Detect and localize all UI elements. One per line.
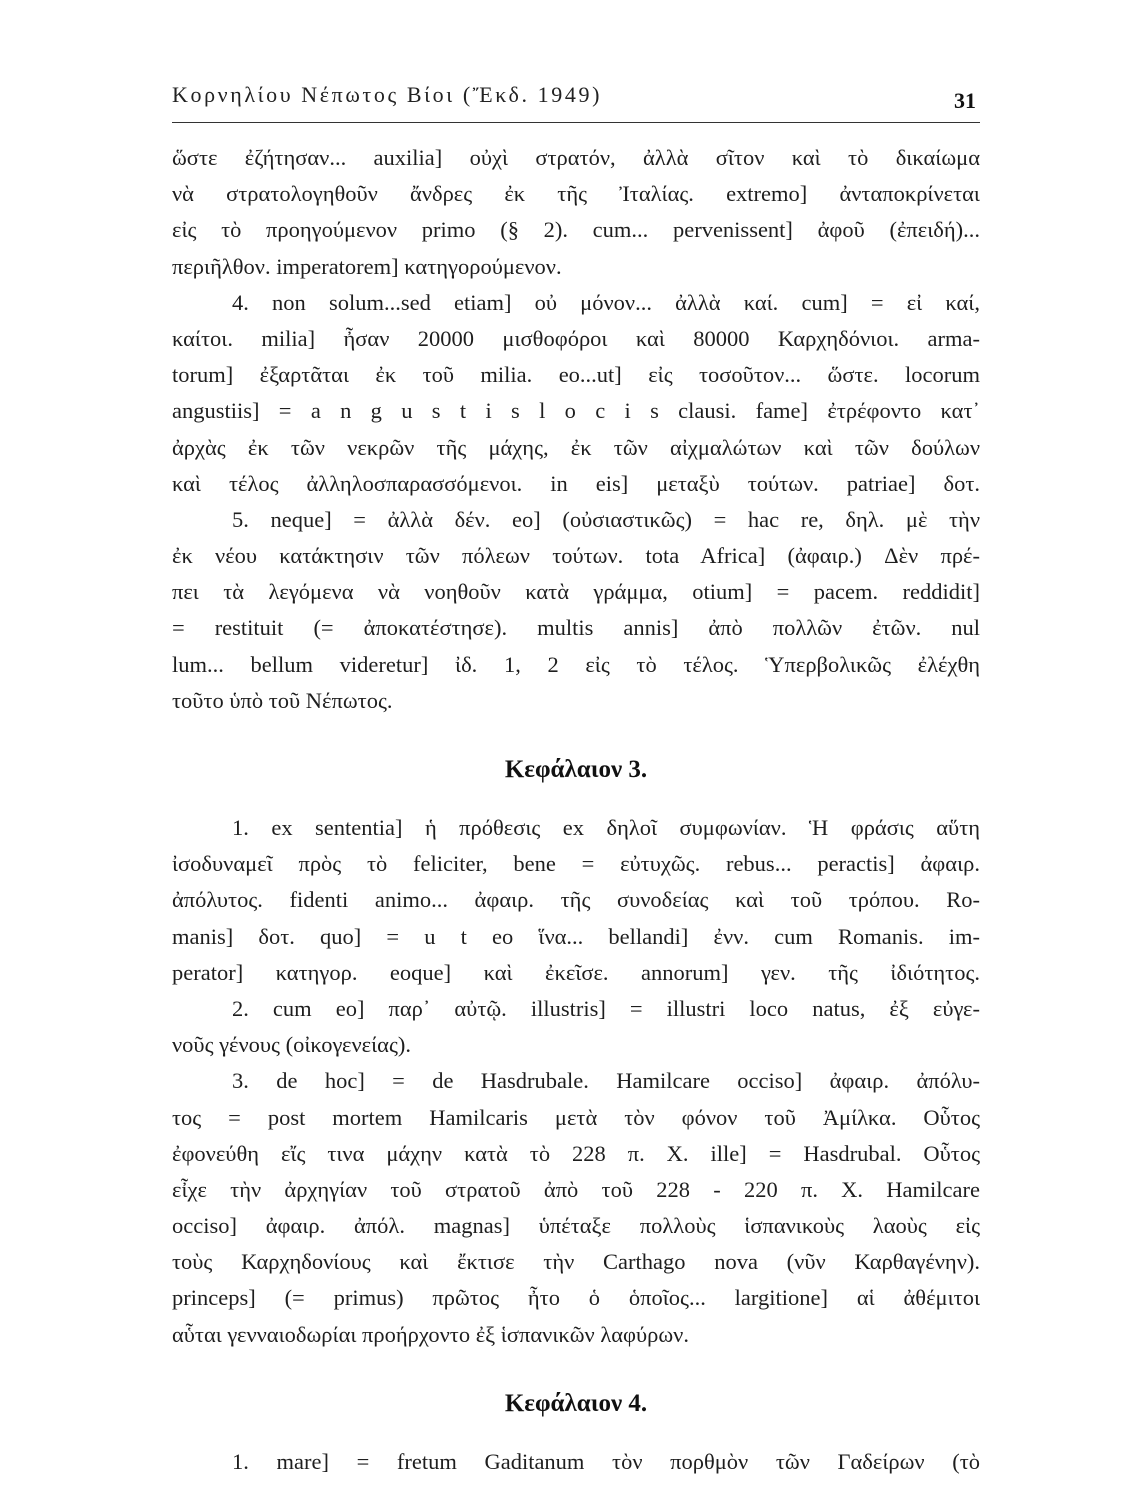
text-line: 5. neque] = ἀλλὰ δέν. eo] (οὐσιαστικῶς) = hac re, δηλ. μὲ τὴν: [232, 506, 980, 532]
text-line: occiso] ἀφαιρ. ἀπόλ. magnas] ὑπέταξε πολλοὺς ἱσπανικοὺς λαοὺς εἰς: [172, 1213, 980, 1239]
text-line: καὶ τέλος ἀλληλοσπαρασσόμενοι. in eis] μεταξὺ τούτων. patriae] δοτ.: [172, 470, 980, 496]
text-line: 1. mare] = fretum Gaditanum τὸν πορθμὸν τῶν Γαδείρων (τὸ: [232, 1448, 980, 1474]
commentary-body: [172, 140, 980, 1480]
text-line: καίτοι. milia] ἦσαν 20000 μισθοφόροι καὶ 80000 Καρχηδόνιοι. arma-: [172, 325, 980, 351]
chapter-heading-4: Κεφάλαιον 4.: [504, 1389, 648, 1417]
text-line: νοῦς γένους (οἰκογενείας).: [172, 1032, 411, 1058]
paragraph-continuation: [172, 140, 980, 285]
text-line: πει τὰ λεγόμενα νὰ νοηθοῦν κατὰ γράμμα, otium] = pacem. reddidit]: [172, 579, 980, 605]
text-line: αὗται γενναιοδωρίαι προήρχοντο ἐξ ἱσπανικῶν λαφύρων.: [172, 1321, 689, 1347]
text-line: perator] κατηγορ. eoque] καὶ ἐκεῖσε. annorum] γεν. τῆς ἰδιότητος.: [172, 959, 980, 985]
text-line: ἰσοδυναμεῖ πρὸς τὸ feliciter, bene = εὐτυχῶς. rebus... peractis] ἀφαιρ.: [172, 851, 980, 877]
text-line: ἀρχὰς ἐκ τῶν νεκρῶν τῆς μάχης, ἐκ τῶν αἰχμαλώτων καὶ τῶν δούλων: [172, 434, 980, 460]
text-line: angustiis] = a n g u s t i s l o c i s clausi. fame] ἐτρέφοντο κατ᾽: [172, 398, 980, 424]
chapter-heading-3: Κεφάλαιον 3.: [504, 756, 648, 783]
text-line: ὥστε ἐζήτησαν... auxilia] οὐχὶ στρατόν, ἀλλὰ σῖτον καὶ τὸ δικαίωμα: [172, 145, 980, 170]
page-number: 31: [954, 88, 976, 113]
text-line: 3. de hoc] = de Hasdrubale. Hamilcare occiso] ἀφαιρ. ἀπόλυ-: [232, 1068, 980, 1094]
paragraph-ch4-note-1: [172, 1444, 980, 1480]
text-line: 2. cum eo] παρ᾽ αὐτῷ. illustris] = illustri loco natus, ἐξ εὐγε-: [232, 995, 980, 1021]
text-line: τοῦτο ὑπὸ τοῦ Νέπωτος.: [172, 687, 393, 713]
text-line: manis] δοτ. quo] = u t eo ἵνα... bellandi] ἐνν. cum Romanis. im-: [172, 923, 980, 949]
text-line: περιῆλθον. imperatorem] κατηγορούμενον.: [172, 253, 562, 279]
paragraph-note-4: [172, 285, 980, 502]
text-line: lum... bellum videretur] ἰδ. 1, 2 εἰς τὸ τέλος. Ὑπερβολικῶς ἐλέχθη: [172, 651, 980, 677]
header-title: Κορνηλίου Νέπωτος Βίοι (Ἔκδ. 1949): [172, 82, 602, 107]
text-line: = restituit (= ἀποκατέστησε). multis annis] ἀπὸ πολλῶν ἐτῶν. nul: [172, 615, 980, 641]
text-line: τος = post mortem Hamilcaris μετὰ τὸν φόνον τοῦ Ἀμίλκα. Οὗτος: [172, 1104, 980, 1130]
paragraph-note-5: [172, 502, 980, 719]
paragraph-ch3-note-2: [172, 991, 980, 1063]
text-line: 4. non solum...sed etiam] οὐ μόνον... ἀλλὰ καί. cum] = εἰ καί,: [232, 289, 980, 315]
text-line: princeps] (= primus) πρῶτος ἦτο ὁ ὁποῖος... largitione] αἱ ἀθέμιτοι: [172, 1285, 980, 1311]
text-line: ἐφονεύθη εἴς τινα μάχην κατὰ τὸ 228 π. Χ. ille] = Hasdrubal. Οὗτος: [172, 1140, 980, 1166]
running-header: [172, 82, 980, 123]
text-line: εἶχε τὴν ἀρχηγίαν τοῦ στρατοῦ ἀπὸ τοῦ 228 - 220 π. Χ. Hamilcare: [172, 1176, 980, 1202]
paragraph-ch3-note-3: [172, 1063, 980, 1353]
text-line: ἀπόλυτος. fidenti animo... ἀφαιρ. τῆς συνοδείας καὶ τοῦ τρόπου. Ro-: [172, 887, 980, 913]
text-line: εἰς τὸ προηγούμενον primo (§ 2). cum... pervenissent] ἀφοῦ (ἐπειδή)...: [172, 217, 980, 243]
text-line: ἐκ νέου κατάκτησιν τῶν πόλεων τούτων. tota Africa] (ἀφαιρ.) Δὲν πρέ-: [172, 543, 980, 569]
text-line: torum] ἐξαρτᾶται ἐκ τοῦ milia. eo...ut] εἰς τοσοῦτον... ὥστε. locorum: [172, 362, 980, 388]
paragraph-ch3-note-1: [172, 810, 980, 991]
text-line: τοὺς Καρχηδονίους καὶ ἔκτισε τὴν Carthago nova (νῦν Καρθαγένην).: [172, 1249, 980, 1275]
text-line: 1. ex sententia] ἡ πρόθεσις ex δηλοῖ συμφωνίαν. Ἡ φράσις αὕτη: [232, 815, 980, 840]
text-line: νὰ στρατολογηθοῦν ἄνδρες ἐκ τῆς Ἰταλίας. extremo] ἀνταποκρίνεται: [172, 181, 980, 207]
